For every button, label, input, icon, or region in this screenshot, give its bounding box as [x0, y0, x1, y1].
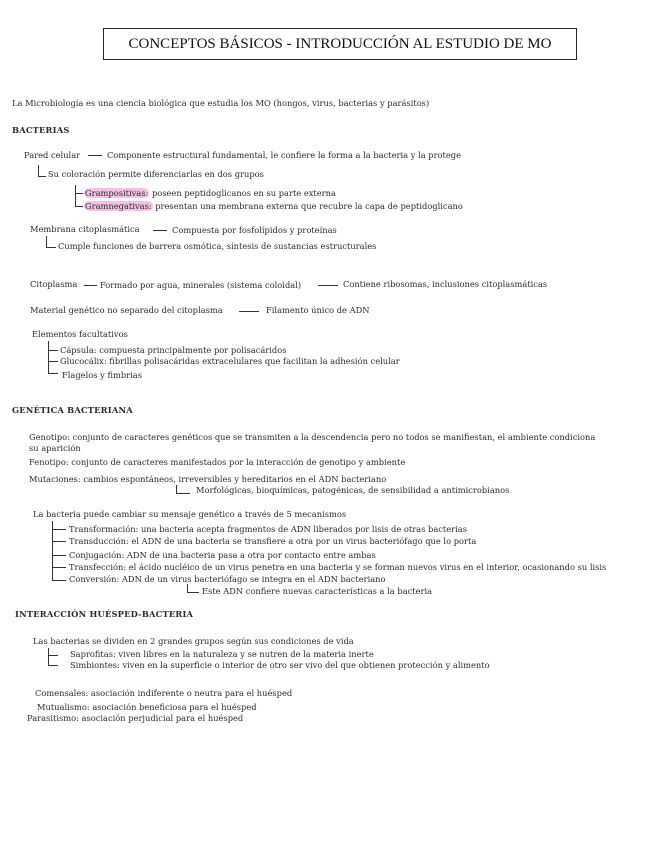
section-heading-genetica: GENÉTICA BACTERIANA [12, 405, 133, 415]
bracket-line [187, 584, 188, 592]
bracket-line [48, 665, 58, 666]
grupos-text: Las bacterias se dividen en 2 grandes grupos según sus condiciones de vida [33, 636, 354, 646]
bracket-line [38, 176, 46, 177]
citoplasma-definition-2: Contiene ribosomas, inclusiones citoplasmáticas [343, 279, 548, 289]
flagelos-item: Flagelos y fimbrias [62, 370, 142, 380]
connector-dash [239, 311, 259, 312]
mecanismo-transfeccion: Transfección: el ácido nucléico de un virus penetra en una bacteria y se forman nuevos virus en el interior, ocasionando su lisis [69, 562, 607, 572]
bracket-line [48, 655, 58, 656]
pared-label: Pared celular [24, 150, 81, 160]
gramnegativas-def: presentan una membrana externa que recubre la capa de peptidoglicano [155, 201, 463, 211]
pared-subnote: Su coloración permite diferenciarlas en dos grupos [48, 169, 264, 179]
bracket-line [48, 341, 49, 373]
bracket-line [52, 580, 66, 581]
material-definition: Filamento único de ADN [266, 305, 370, 315]
bracket-line [52, 529, 66, 530]
conversion-subnote: Este ADN confiere nuevas características a la bacteria [202, 586, 433, 596]
genotipo-text-cont: su aparición [29, 443, 81, 453]
membrana-subnote: Cumple funciones de barrera osmótica, síntesis de sustancias estructurales [58, 241, 377, 251]
bracket-line [48, 350, 58, 351]
mecanismo-transformacion: Transformación: una bacteria acepta fragmentos de ADN liberados por lisis de otras bacterias [69, 524, 467, 534]
mecanismo-conjugacion: Conjugación: ADN de una bacteria pasa a otra por contacto entre ambas [69, 550, 376, 560]
membrana-definition: Compuesta por fosfolípidos y proteínas [172, 225, 337, 235]
bracket-line [75, 185, 76, 207]
citoplasma-definition: Formado por agua, minerales (sistema coloidal) [100, 280, 302, 290]
simbiontes-item: Simbiontes: viven en la superficie o interior de otro ser vivo del que obtienen protección y alimento [70, 660, 490, 670]
bracket-line [176, 485, 177, 493]
section-heading-bacterias: BACTERIAS [12, 125, 70, 135]
mecanismos-text: La bacteria puede cambiar su mensaje genético a través de 5 mecanismos [33, 509, 347, 519]
pared-definition: Componente estructural fundamental, le confiere la forma a la bacteria y la protege [107, 150, 462, 160]
grampositivas-def: poseen peptidoglicanos en su parte externa [151, 188, 336, 198]
connector-dash [318, 285, 338, 286]
saprofitas-item: Saprofitas: viven libres en la naturaleza y se nutren de la materia inerte [70, 649, 374, 659]
parasitismo-text: Parasitismo: asociación perjudicial para el huésped [27, 713, 244, 723]
bracket-line [46, 236, 47, 247]
section-heading-interaccion: INTERACCIÓN HUÉSPED-BACTERIA [15, 609, 194, 619]
citoplasma-label: Citoplasma [30, 279, 78, 289]
bracket-line [75, 206, 83, 207]
connector-dash [84, 285, 97, 286]
connector-dash [153, 230, 167, 231]
page-title: CONCEPTOS BÁSICOS - INTRODUCCIÓN AL ESTUDIO DE MO [103, 28, 577, 60]
capsula-item: Cápsula: compuesta principalmente por polisacáridos [60, 345, 287, 355]
mutualismo-text: Mutualismo: asociación beneficiosa para el huésped [37, 702, 257, 712]
bracket-line [38, 165, 39, 176]
glucocaliz-item: Glucocálix: fibrillas polisacáridas extracelulares que facilitan la adhesión celular [60, 356, 400, 366]
bracket-line [46, 247, 56, 248]
bracket-line [52, 541, 66, 542]
connector-dash [88, 155, 102, 156]
elementos-label: Elementos facultativos [32, 329, 128, 339]
gramnegativas-term: Gramnegativas: [85, 201, 152, 211]
material-label: Material genético no separado del citoplasma [30, 305, 223, 315]
membrana-label: Membrana citoplasmática [30, 224, 140, 234]
grampositivas-item [84, 188, 336, 198]
mecanismo-conversion: Conversión: ADN de un virus bacteriófago se integra en el ADN bacteriano [69, 574, 386, 584]
bracket-line [48, 373, 58, 374]
intro-text: La Microbiología es una ciencia biológica que estudia los MO (hongos, virus, bacterias y parásitos) [12, 98, 430, 108]
comensales-text: Comensales: asociación indiferente o neutra para el huésped [35, 688, 293, 698]
bracket-line [75, 193, 83, 194]
bracket-line [48, 361, 58, 362]
mecanismo-transduccion: Transducción: el ADN de una bacteria se transfiere a otra por un virus bacteriófago que lo porta [69, 536, 477, 546]
bracket-line [52, 555, 66, 556]
mutaciones-text: Mutaciones: cambios espontáneos, irreversibles y hereditarios en el ADN bacteriano [29, 474, 387, 484]
bracket-line [52, 567, 66, 568]
grampositivas-term: Grampositivas: [85, 188, 149, 198]
bracket-line [48, 648, 49, 665]
fenotipo-text: Fenotipo: conjunto de caracteres manifestados por la interacción de genotipo y ambiente [29, 457, 406, 467]
bracket-line [187, 592, 199, 593]
gramnegativas-item [84, 201, 463, 211]
mutaciones-subnote: Morfológicas, bioquímicas, patogénicas, de sensibilidad a antimicrobianos [196, 485, 510, 495]
bracket-line [176, 493, 190, 494]
genotipo-text: Genotipo: conjunto de caracteres genéticos que se transmiten a la descendencia pero no todos se manifiestan, el ambiente condiciona [29, 432, 596, 442]
